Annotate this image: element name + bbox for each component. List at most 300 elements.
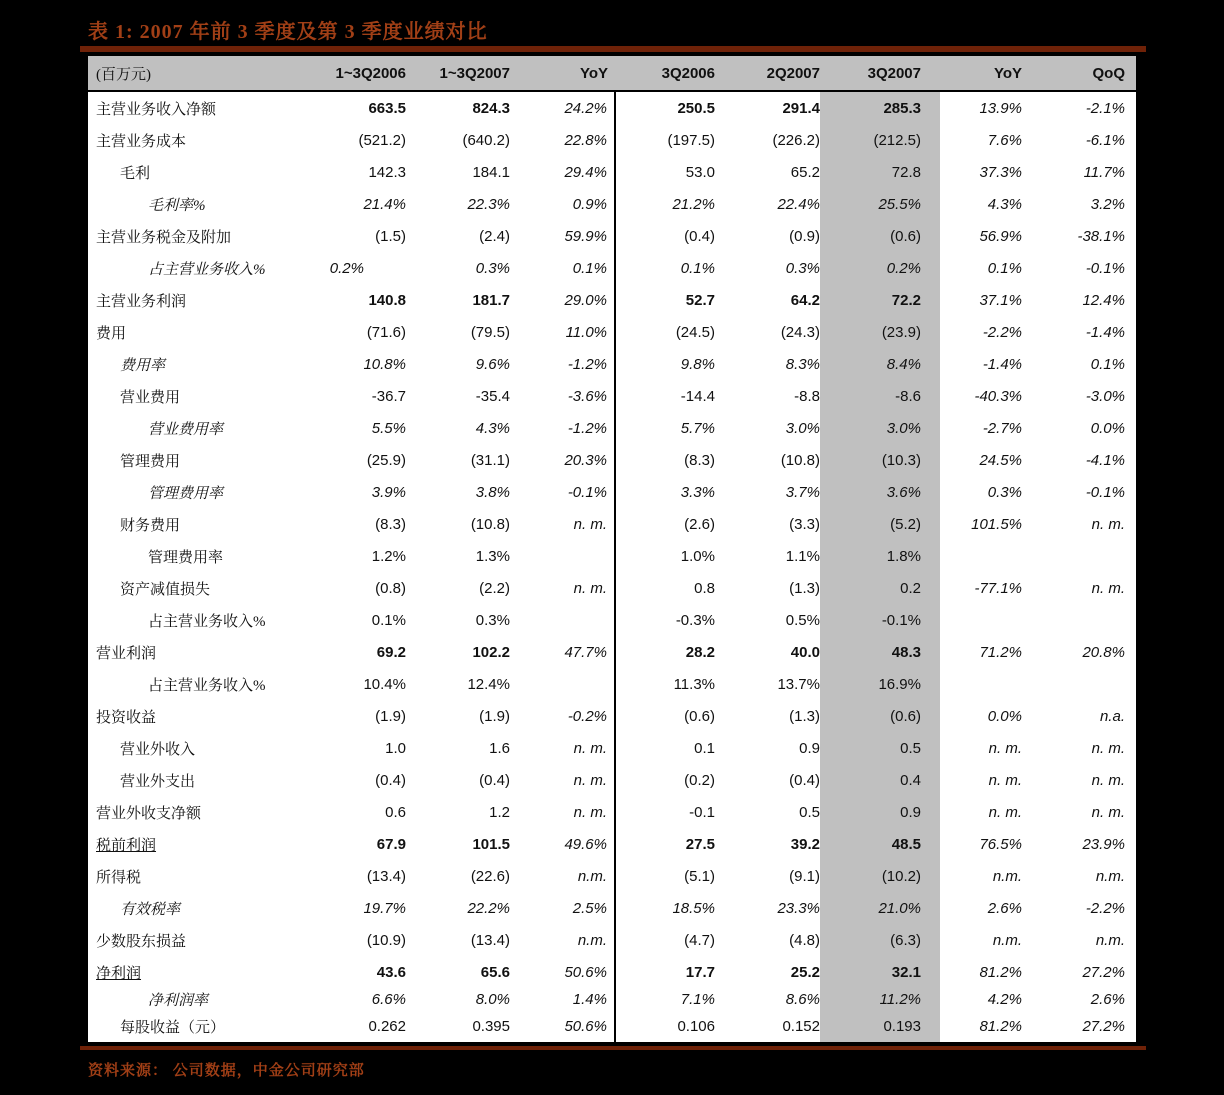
row-label: 营业费用: [120, 389, 181, 406]
cell: 29.4%: [510, 156, 615, 188]
cell: (212.5): [820, 124, 940, 156]
row-label: 净利润率: [148, 992, 209, 1009]
cell: (31.1): [470, 451, 510, 469]
cell: 250.5: [677, 99, 715, 117]
table-row: [88, 988, 1136, 1010]
cell: (9.1): [789, 867, 820, 885]
cell: 7.1%: [680, 990, 715, 1008]
cell: 9.6%: [475, 355, 510, 373]
cell: n. m.: [1091, 515, 1125, 533]
cell: 4.3%: [475, 419, 510, 437]
row-label: 营业利润: [96, 645, 157, 662]
cell: 0.1%: [510, 252, 615, 284]
cell: 0.9%: [510, 188, 615, 220]
table-row: [88, 188, 1136, 220]
cell: 43.6: [376, 963, 406, 981]
cell: (10.2): [820, 860, 940, 892]
cell: (521.2): [358, 131, 406, 149]
cell: -0.1%: [510, 476, 615, 508]
row-label: 营业外收支净额: [96, 805, 202, 822]
cell: 56.9%: [979, 227, 1022, 245]
cell: -0.1: [689, 803, 715, 821]
cell: -3.0%: [1085, 387, 1125, 405]
cell: (24.5): [675, 323, 715, 341]
table-row: [88, 91, 1136, 124]
cell: 0.9: [820, 796, 940, 828]
cell: 25.5%: [820, 188, 940, 220]
cell: (2.6): [684, 515, 715, 533]
cell: (22.6): [470, 867, 510, 885]
table-row: [88, 284, 1136, 316]
cell: 21.0%: [820, 892, 940, 924]
column-header-2q2007: 2Q2007: [715, 56, 820, 91]
cell: 69.2: [376, 643, 406, 661]
cell: -0.1%: [1085, 483, 1125, 501]
cell: 22.2%: [467, 899, 510, 917]
cell: 11.0%: [510, 316, 615, 348]
cell: [1030, 604, 1136, 636]
cell: 0.1%: [680, 259, 715, 277]
cell: 1.0%: [680, 547, 715, 565]
cell: n.m.: [992, 867, 1022, 885]
cell: n. m.: [1091, 579, 1125, 597]
cell: (226.2): [772, 131, 820, 149]
row-label: 主营业务税金及附加: [96, 229, 232, 246]
cell: 2.6%: [987, 899, 1022, 917]
row-label: 主营业务利润: [96, 293, 187, 310]
cell: (0.4): [684, 227, 715, 245]
cell: 8.4%: [820, 348, 940, 380]
cell: n.m.: [510, 860, 615, 892]
cell: -1.4%: [1085, 323, 1125, 341]
cell: -2.2%: [1085, 899, 1125, 917]
cell: 25.2: [790, 963, 820, 981]
cell: 27.2%: [1082, 1017, 1125, 1035]
row-label: 资产减值损失: [120, 581, 211, 598]
cell: (4.7): [684, 931, 715, 949]
cell: (10.3): [820, 444, 940, 476]
cell: n.m.: [510, 924, 615, 956]
cell: 0.1%: [1090, 355, 1125, 373]
cell: 11.7%: [1083, 163, 1125, 181]
row-label: 管理费用率: [148, 485, 224, 502]
cell: 65.2: [790, 163, 820, 181]
cell: -1.2%: [510, 348, 615, 380]
cell: n. m.: [510, 764, 615, 796]
cell: 29.0%: [510, 284, 615, 316]
cell: [940, 540, 1030, 572]
cell: (8.3): [375, 515, 406, 533]
cell: 22.4%: [777, 195, 820, 213]
cell: [1030, 668, 1136, 700]
cell: 181.7: [472, 291, 510, 309]
cell: 12.4%: [467, 675, 510, 693]
title-rule: [80, 46, 1146, 52]
cell: 37.1%: [979, 291, 1022, 309]
table-header: [88, 56, 1136, 91]
table-row: [88, 476, 1136, 508]
cell: [940, 604, 1030, 636]
cell: 0.5%: [785, 611, 820, 629]
cell: (4.8): [789, 931, 820, 949]
cell: 37.3%: [979, 163, 1022, 181]
cell: 0.395: [472, 1017, 510, 1035]
cell: 1.3%: [475, 547, 510, 565]
cell: 285.3: [820, 91, 940, 124]
cell: (0.9): [789, 227, 820, 245]
cell: 101.5: [472, 835, 510, 853]
cell: 3.0%: [785, 419, 820, 437]
cell: 0.2%: [329, 259, 364, 277]
cell: (25.9): [366, 451, 406, 469]
cell: 28.2: [685, 643, 715, 661]
table-row: [88, 700, 1136, 732]
cell: 3.3%: [680, 483, 715, 501]
cell: 2.5%: [510, 892, 615, 924]
cell: (2.4): [479, 227, 510, 245]
table-row: [88, 796, 1136, 828]
cell: 0.2%: [820, 252, 940, 284]
cell: 48.5: [820, 828, 940, 860]
cell: 0.6: [385, 803, 406, 821]
table-row: [88, 732, 1136, 764]
cell: n. m.: [510, 732, 615, 764]
cell: n. m.: [510, 796, 615, 828]
cell: 0.0%: [1090, 419, 1125, 437]
cell: [1030, 540, 1136, 572]
cell: (8.3): [684, 451, 715, 469]
cell: 140.8: [368, 291, 406, 309]
cell: 32.1: [820, 956, 940, 988]
cell: 47.7%: [510, 636, 615, 668]
cell: 24.2%: [510, 91, 615, 124]
cell: (1.9): [375, 707, 406, 725]
table-row: [88, 348, 1136, 380]
cell: 10.4%: [363, 675, 406, 693]
cell: 39.2: [790, 835, 820, 853]
table-title: 表 1: 2007 年前 3 季度及第 3 季度业绩对比: [88, 21, 488, 43]
column-header-yoy: YoY: [510, 56, 615, 91]
cell: (1.3): [789, 579, 820, 597]
table-row: [88, 636, 1136, 668]
cell: -6.1%: [1085, 131, 1125, 149]
cell: (10.9): [366, 931, 406, 949]
cell: 1.4%: [510, 988, 615, 1010]
row-label: 少数股东损益: [96, 933, 187, 950]
cell: 18.5%: [672, 899, 715, 917]
cell: 20.8%: [1082, 643, 1125, 661]
cell: 21.2%: [672, 195, 715, 213]
cell: 0.0%: [987, 707, 1022, 725]
table-row: [88, 924, 1136, 956]
row-label: 营业外支出: [120, 773, 196, 790]
performance-table: [88, 56, 1136, 1042]
cell: 81.2%: [979, 1017, 1022, 1035]
row-label: 有效税率: [120, 901, 181, 918]
cell: (0.6): [820, 700, 940, 732]
cell: 22.8%: [510, 124, 615, 156]
row-label: 营业外收入: [120, 741, 196, 758]
cell: 65.6: [480, 963, 510, 981]
cell: (13.4): [366, 867, 406, 885]
cell: (79.5): [470, 323, 510, 341]
cell: -0.3%: [675, 611, 715, 629]
source-note: 资料来源： 公司数据，中金公司研究部: [88, 1063, 365, 1079]
row-label: 管理费用率: [148, 549, 224, 566]
cell: n. m.: [1091, 739, 1125, 757]
row-label: 投资收益: [96, 709, 157, 726]
cell: 3.0%: [820, 412, 940, 444]
cell: 22.3%: [467, 195, 510, 213]
cell: 0.3%: [785, 259, 820, 277]
cell: 59.9%: [510, 220, 615, 252]
cell: 102.2: [472, 643, 510, 661]
cell: 76.5%: [979, 835, 1022, 853]
cell: 50.6%: [510, 956, 615, 988]
cell: (0.2): [684, 771, 715, 789]
row-label: 费用: [96, 325, 127, 342]
cell: (6.3): [820, 924, 940, 956]
cell: -4.1%: [1085, 451, 1125, 469]
table-body: [88, 91, 1136, 1042]
cell: 0.8: [694, 579, 715, 597]
cell: 0.2: [820, 572, 940, 604]
column-header-1-3q2006: 1~3Q2006: [300, 56, 406, 91]
report-content: [80, 20, 1146, 1080]
row-label: 所得税: [96, 869, 142, 886]
table-row: [88, 412, 1136, 444]
cell: (13.4): [470, 931, 510, 949]
table-row: [88, 764, 1136, 796]
cell: 3.6%: [820, 476, 940, 508]
cell: 3.8%: [475, 483, 510, 501]
cell: 5.7%: [680, 419, 715, 437]
table-row: [88, 316, 1136, 348]
cell: [510, 668, 615, 700]
cell: 0.1%: [371, 611, 406, 629]
cell: n.m.: [992, 931, 1022, 949]
cell: 3.7%: [785, 483, 820, 501]
cell: 0.1%: [987, 259, 1022, 277]
cell: 17.7: [685, 963, 715, 981]
cell: 21.4%: [363, 195, 406, 213]
cell: 40.0: [790, 643, 820, 661]
cell: -1.4%: [982, 355, 1022, 373]
cell: 50.6%: [510, 1010, 615, 1042]
cell: 1.6: [489, 739, 510, 757]
cell: 6.6%: [371, 990, 406, 1008]
cell: 13.9%: [979, 99, 1022, 117]
cell: [940, 668, 1030, 700]
cell: 184.1: [472, 163, 510, 181]
cell: -35.4: [475, 387, 510, 405]
cell: 663.5: [368, 99, 406, 117]
table-row: [88, 380, 1136, 412]
table-row: [88, 540, 1136, 572]
cell: 64.2: [790, 291, 820, 309]
cell: -40.3%: [974, 387, 1022, 405]
cell: (0.6): [820, 220, 940, 252]
cell: -36.7: [371, 387, 406, 405]
cell: (1.5): [375, 227, 406, 245]
cell: 5.5%: [371, 419, 406, 437]
unit-header: (百万元): [88, 56, 300, 91]
cell: 4.3%: [987, 195, 1022, 213]
table-row: [88, 860, 1136, 892]
cell: 0.9: [799, 739, 820, 757]
row-label: 占主营业务收入%: [148, 261, 266, 278]
cell: n.a.: [1099, 707, 1125, 725]
cell: -0.2%: [510, 700, 615, 732]
cell: 11.2%: [820, 988, 940, 1010]
row-label: 每股收益（元）: [120, 1019, 226, 1036]
cell: 0.152: [782, 1017, 820, 1035]
footer-rule: [80, 1046, 1146, 1050]
cell: -2.1%: [1085, 99, 1125, 117]
cell: (0.4): [479, 771, 510, 789]
cell: 1.1%: [785, 547, 820, 565]
cell: -2.2%: [982, 323, 1022, 341]
cell: 19.7%: [363, 899, 406, 917]
cell: 0.3%: [475, 259, 510, 277]
cell: -0.1%: [820, 604, 940, 636]
cell: (1.9): [479, 707, 510, 725]
table-row: [88, 604, 1136, 636]
cell: 52.7: [685, 291, 715, 309]
row-label: 营业费用率: [148, 421, 224, 438]
cell: 27.5: [685, 835, 715, 853]
cell: -38.1%: [1077, 227, 1125, 245]
cell: 291.4: [782, 99, 820, 117]
cell: -1.2%: [510, 412, 615, 444]
cell: 20.3%: [510, 444, 615, 476]
cell: (71.6): [366, 323, 406, 341]
cell: -8.8: [794, 387, 820, 405]
cell: (197.5): [667, 131, 715, 149]
cell: 0.5: [820, 732, 940, 764]
table-row: [88, 444, 1136, 476]
cell: 67.9: [376, 835, 406, 853]
cell: 53.0: [685, 163, 715, 181]
cell: 72.8: [820, 156, 940, 188]
table-row: [88, 828, 1136, 860]
cell: n. m.: [510, 572, 615, 604]
cell: (5.2): [820, 508, 940, 540]
cell: 24.5%: [979, 451, 1022, 469]
row-label: 占主营业务收入%: [148, 613, 266, 630]
cell: 1.2%: [371, 547, 406, 565]
cell: n. m.: [988, 771, 1022, 789]
cell: n.m.: [1095, 867, 1125, 885]
cell: 49.6%: [510, 828, 615, 860]
cell: 0.4: [820, 764, 940, 796]
cell: [510, 604, 615, 636]
cell: -8.6: [820, 380, 940, 412]
cell: 0.106: [677, 1017, 715, 1035]
cell: 23.3%: [777, 899, 820, 917]
row-label: 税前利润: [96, 837, 157, 854]
cell: -3.6%: [510, 380, 615, 412]
cell: (640.2): [462, 131, 510, 149]
cell: 1.8%: [820, 540, 940, 572]
cell: -2.7%: [982, 419, 1022, 437]
cell: (5.1): [684, 867, 715, 885]
cell: n. m.: [988, 803, 1022, 821]
cell: (0.8): [375, 579, 406, 597]
cell: 10.8%: [363, 355, 406, 373]
table-row: [88, 892, 1136, 924]
cell: 824.3: [472, 99, 510, 117]
cell: 48.3: [820, 636, 940, 668]
column-header-yoy: YoY: [940, 56, 1030, 91]
header-row: [88, 56, 1136, 91]
cell: 16.9%: [820, 668, 940, 700]
row-label: 净利润: [96, 965, 142, 982]
row-label: 毛利率%: [148, 197, 206, 214]
cell: (0.6): [684, 707, 715, 725]
cell: 1.0: [385, 739, 406, 757]
cell: 4.2%: [987, 990, 1022, 1008]
cell: 7.6%: [987, 131, 1022, 149]
cell: 8.6%: [785, 990, 820, 1008]
cell: 81.2%: [979, 963, 1022, 981]
cell: (2.2): [479, 579, 510, 597]
table-row: [88, 252, 1136, 284]
cell: 72.2: [820, 284, 940, 316]
cell: n. m.: [510, 508, 615, 540]
cell: 27.2%: [1082, 963, 1125, 981]
cell: 0.1: [694, 739, 715, 757]
cell: (3.3): [789, 515, 820, 533]
row-label: 主营业务收入净额: [96, 101, 217, 118]
cell: -14.4: [680, 387, 715, 405]
cell: 142.3: [368, 163, 406, 181]
cell: 101.5%: [971, 515, 1022, 533]
cell: -77.1%: [974, 579, 1022, 597]
cell: 0.3%: [987, 483, 1022, 501]
cell: (0.4): [789, 771, 820, 789]
cell: 3.2%: [1090, 195, 1125, 213]
cell: [510, 540, 615, 572]
column-header-qoq: QoQ: [1030, 56, 1136, 91]
cell: (10.8): [470, 515, 510, 533]
cell: n.m.: [1095, 931, 1125, 949]
row-label: 管理费用: [120, 453, 181, 470]
cell: 0.5: [799, 803, 820, 821]
row-label: 费用率: [120, 357, 166, 374]
table-row: [88, 1010, 1136, 1042]
cell: (24.3): [780, 323, 820, 341]
cell: 23.9%: [1082, 835, 1125, 853]
cell: 8.0%: [475, 990, 510, 1008]
cell: 0.262: [368, 1017, 406, 1035]
cell: 1.2: [489, 803, 510, 821]
cell: n. m.: [1091, 803, 1125, 821]
cell: (1.3): [789, 707, 820, 725]
row-label: 毛利: [120, 165, 151, 182]
cell: 11.3%: [673, 675, 715, 693]
row-label: 财务费用: [120, 517, 181, 534]
table-row: [88, 220, 1136, 252]
cell: (0.4): [375, 771, 406, 789]
table-row: [88, 572, 1136, 604]
cell: n. m.: [988, 739, 1022, 757]
cell: 9.8%: [680, 355, 715, 373]
row-label: 主营业务成本: [96, 133, 187, 150]
cell: 0.193: [820, 1010, 940, 1042]
cell: n. m.: [1091, 771, 1125, 789]
cell: -0.1%: [1085, 259, 1125, 277]
